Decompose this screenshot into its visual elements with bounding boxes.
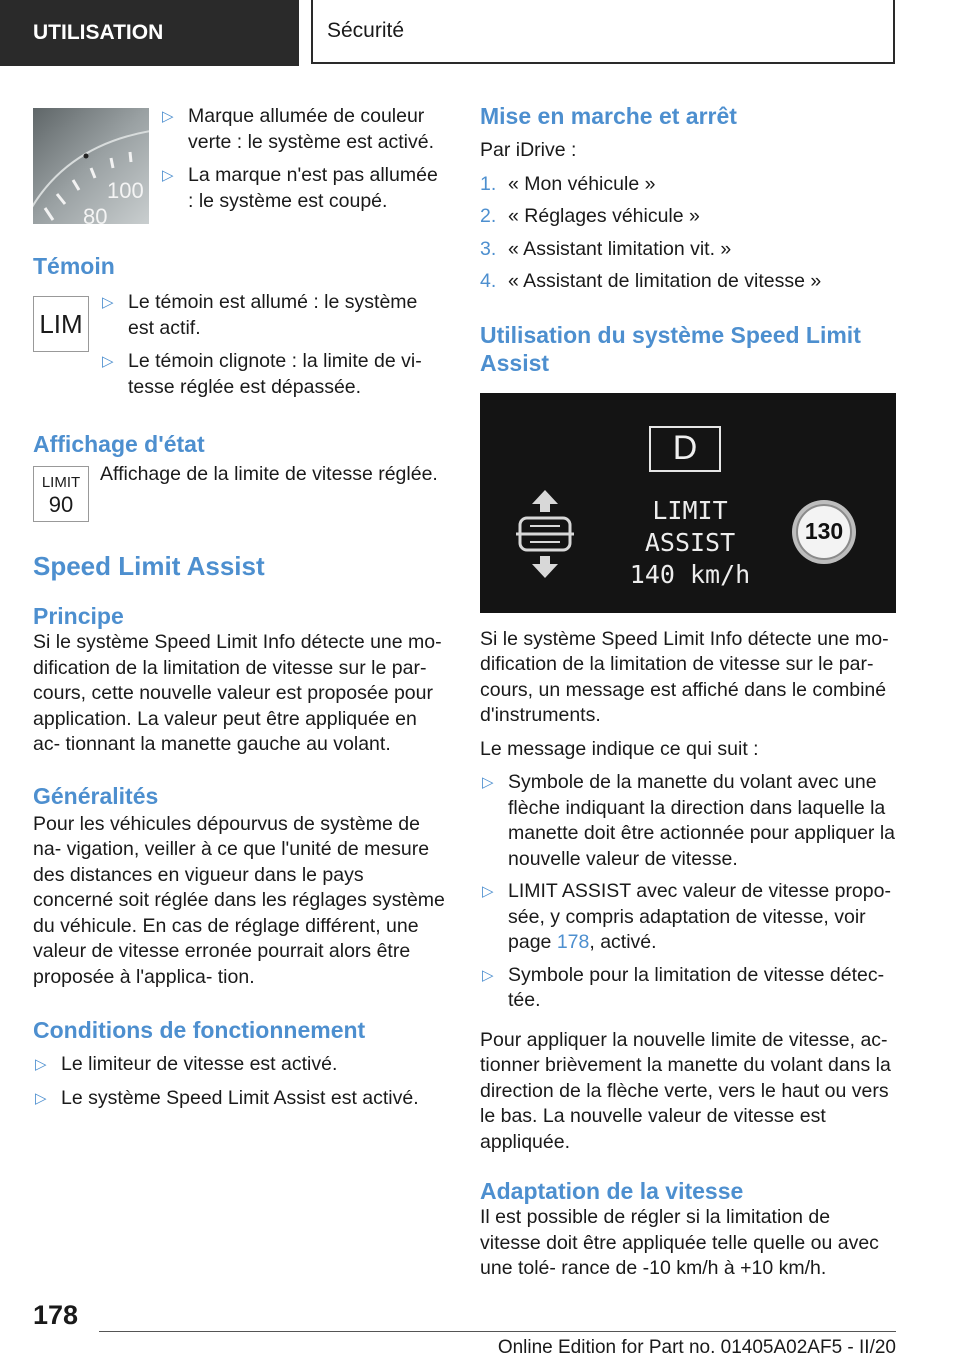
message-bullets xyxy=(480,770,896,1014)
temoin-block xyxy=(33,290,448,400)
list-item: 4. « Assistant de limitation de vitesse » xyxy=(480,270,822,292)
list-item: ▷ Le témoin clignote : la limite de vi‐ tesse réglée est dépassée. xyxy=(102,350,422,398)
triangle-bullet-icon: ▷ xyxy=(35,1089,47,1107)
limit-assist-speed: 140 km/h xyxy=(629,559,751,589)
triangle-bullet-icon: ▷ xyxy=(482,774,494,791)
section-heading: Principe xyxy=(33,603,124,629)
list-item: ▷ Symbole de la manette du volant avec une flèche indiquant la direction dans laquelle la manette doit être actionnée pour appliquer la nouvelle valeur de vitesse. xyxy=(482,771,896,870)
edition-footer: Online Edition for Part no. 01405A02AF5 - II/20 xyxy=(497,1337,896,1358)
section-heading: Adaptation de la vitesse xyxy=(480,1178,744,1204)
list-item: 1. « Mon véhicule » xyxy=(480,172,656,195)
section-heading: Généralités xyxy=(33,782,159,809)
page-link[interactable]: 178 xyxy=(556,931,590,953)
gauge-tick-80: 80 xyxy=(83,204,108,224)
speed-sign-value: 130 xyxy=(796,504,852,560)
page-section-title: Speed Limit Assist xyxy=(33,551,265,581)
section-heading: Témoin xyxy=(33,253,115,279)
affichage-text: Affichage de la limite de vitesse réglée. xyxy=(100,463,438,485)
steps-list xyxy=(480,172,896,295)
triangle-bullet-icon: ▷ xyxy=(162,167,174,184)
list-item: ▷ Le témoin est allumé : le système est actif. xyxy=(102,291,418,339)
list-item: ▷ LIMIT ASSIST avec valeur de vitesse propo‐ sée, y compris adaptation de vitesse, voir page 178, activé. xyxy=(482,880,891,953)
page-number: 178 xyxy=(33,1300,79,1330)
subsection-tab: Sécurité xyxy=(311,0,895,64)
speedometer-icon xyxy=(33,108,149,224)
triangle-bullet-icon: ▷ xyxy=(102,294,114,311)
instrument-display xyxy=(480,393,896,613)
marche-intro: Par iDrive : xyxy=(480,139,577,161)
footer-divider xyxy=(99,1331,896,1332)
right-column xyxy=(480,100,896,1282)
triangle-bullet-icon: ▷ xyxy=(35,1056,47,1073)
triangle-bullet-icon: ▷ xyxy=(102,353,114,370)
section-heading: Utilisation du système Speed Limit Assist xyxy=(480,321,861,376)
adaptation-text: Il est possible de régler si la limitation de vitesse doit être appliquée telle quelle ou avec une tolé‐ rance de -10 km/h à +10 km/h. xyxy=(480,1206,879,1279)
list-item: 2. « Réglages véhicule » xyxy=(480,205,700,227)
page-header xyxy=(0,0,960,66)
triangle-bullet-icon: ▷ xyxy=(482,966,494,984)
list-item: ▷ Marque allumée de couleur verte : le système est activé. xyxy=(162,105,435,153)
gauge-tick-100: 100 xyxy=(107,178,144,203)
list-item: ▷ Symbole pour la limitation de vitesse détec‐ tée. xyxy=(482,963,885,1011)
gear-indicator: D xyxy=(649,426,721,472)
limit-assist-label: LIMIT ASSIST xyxy=(644,495,736,557)
gauge-image xyxy=(33,108,149,224)
lim-icon: LIM xyxy=(33,296,89,352)
triangle-bullet-icon: ▷ xyxy=(162,108,174,125)
list-item: 3. « Assistant limitation vit. » xyxy=(480,237,732,260)
temoin-bullets xyxy=(100,290,448,400)
section-heading: Affichage d'état xyxy=(33,431,205,457)
limit-assist-readout xyxy=(610,495,770,591)
utilisation-para3: Pour appliquer la nouvelle limite de vitesse, ac‐ tionner brièvement la manette du volant dans la direction de la flèche verte, vers le haut ou vers le bas. La nouvelle valeur de vitesse est appliquée. xyxy=(480,1028,891,1153)
speed-sign-icon xyxy=(792,500,856,564)
utilisation-para1: Si le système Speed Limit Info détecte une mo‐ dification de la limitation de vitesse sur le par‐ cours, un message est affiché dans le combiné d'instruments. xyxy=(480,627,889,726)
utilisation-para2: Le message indique ce qui suit : xyxy=(480,737,759,760)
list-item: ▷ La marque n'est pas allumée : le système est coupé. xyxy=(162,164,438,212)
section-heading: Conditions de fonctionnement xyxy=(33,1017,366,1043)
limit-90-icon: LIMIT 90 xyxy=(33,466,89,522)
section-heading: Mise en marche et arrêt xyxy=(480,103,737,129)
affichage-block xyxy=(33,462,448,522)
principe-text: Si le système Speed Limit Info détecte une mo‐ dification de la limitation de vitesse sur le par‐ cours, cette nouvelle valeur est proposée pour application. La valeur peut être appliquée en ac‐ tionnant la manette gauche au volant. xyxy=(33,631,442,755)
generalites-text: Pour les véhicules dépourvus de système de na‐ vigation, veiller à ce que l'unité de mesure des distances en vigueur dans le pays concerné soit réglée dans les réglages système du véhicule. En cas de réglage différent, une valeur de vitesse erronée pourrait alors être proposée à l'applica‐ tion. xyxy=(33,812,445,988)
list-item: ▷ Le système Speed Limit Assist est activé. xyxy=(33,1086,448,1112)
gauge-bullets xyxy=(160,100,448,224)
steering-lever-icon xyxy=(514,488,576,580)
conditions-list xyxy=(33,1052,448,1111)
left-column xyxy=(33,100,448,1111)
gauge-block xyxy=(33,100,448,224)
list-item: ▷ Le limiteur de vitesse est activé. xyxy=(33,1052,448,1078)
section-tab: UTILISATION xyxy=(0,0,299,66)
triangle-bullet-icon: ▷ xyxy=(482,883,494,900)
